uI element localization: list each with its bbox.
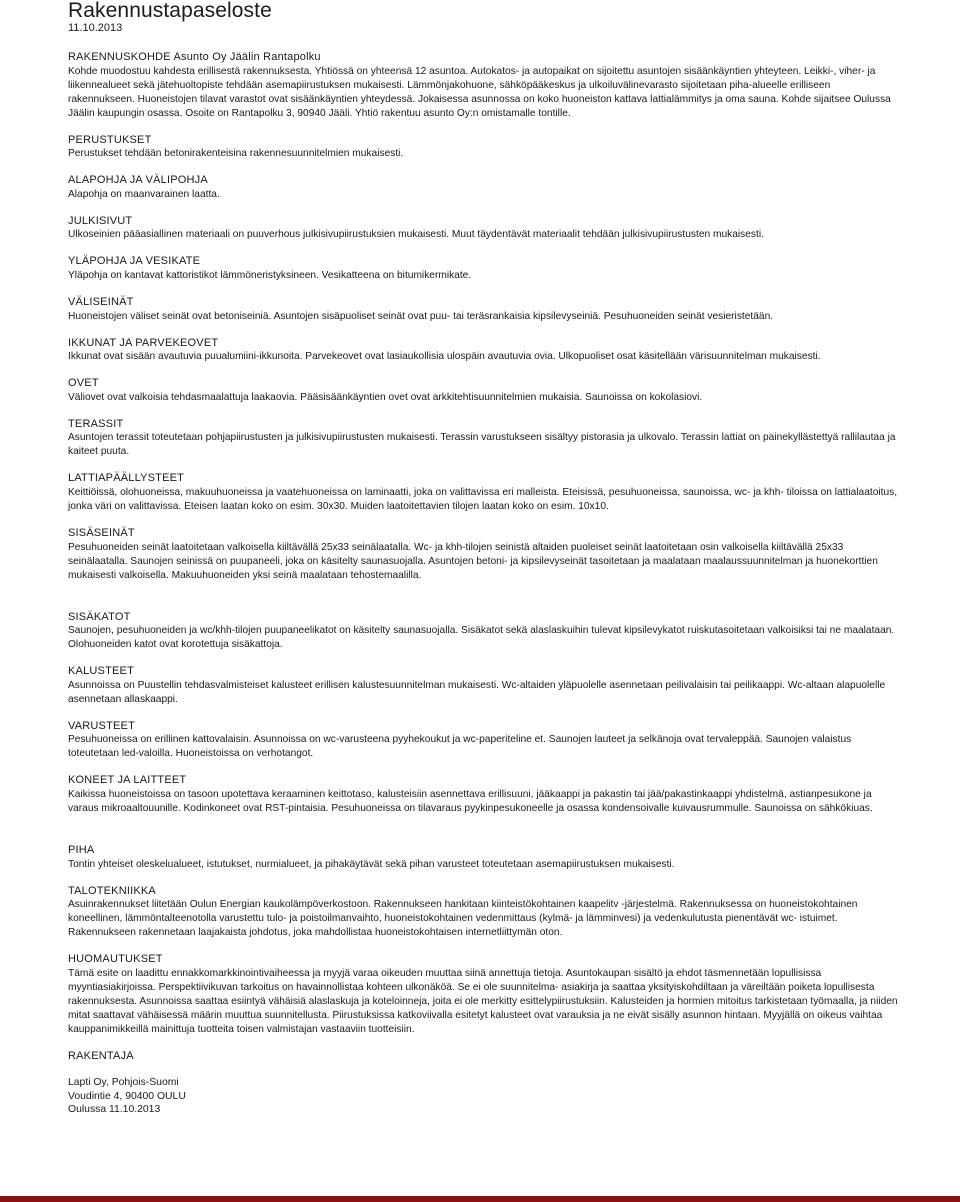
section-heading: SISÄKATOT bbox=[68, 610, 131, 623]
document-date: 11.10.2013 bbox=[68, 22, 123, 34]
section-heading: TERASSIT bbox=[68, 417, 124, 430]
section-heading: HUOMAUTUKSET bbox=[68, 953, 163, 966]
section-heading: IKKUNAT JA PARVEKEOVET bbox=[68, 336, 219, 349]
section-heading: VÄLISEINÄT bbox=[68, 295, 134, 308]
section-text: Alapohja on maanvarainen laatta. bbox=[68, 188, 220, 200]
section-text: Pesuhuoneissa on erillinen kattovalaisin. Asunnoissa on wc-varusteena pyyhekoukut ja wc-paperiteline et. Saunojen lauteet ja selkänoja ovat tervaleppää. Saunojen valaistus toteutetaan led-valoilla. Huoneistoissa on verhotangot. bbox=[68, 734, 852, 760]
section-heading: VARUSTEET bbox=[68, 719, 135, 732]
section-piha bbox=[68, 844, 898, 872]
spacer bbox=[68, 829, 898, 844]
section-valiseinat bbox=[68, 296, 898, 324]
builder-place-date: Oulussa 11.10.2013 bbox=[68, 1104, 161, 1116]
section-varusteet bbox=[68, 720, 898, 762]
section-terassit bbox=[68, 418, 898, 460]
spacer bbox=[68, 596, 898, 611]
section-text: Asuntojen terassit toteutetaan pohjapiirustusten ja julkisivupiirustusten mukaisesti. Terassin varustukseen sisältyy pistorasia ja ulkovalo. Terassin lattiat on painekyllästettyä rallilautaa ja kaiteet puuta. bbox=[68, 432, 896, 458]
document-title: Rakennustapaseloste bbox=[68, 0, 272, 22]
footer-color-bar bbox=[0, 1196, 960, 1202]
section-heading: JULKISIVUT bbox=[68, 214, 133, 227]
section-heading: PERUSTUKSET bbox=[68, 133, 152, 146]
section-ikkunat bbox=[68, 337, 898, 365]
section-text: Väliovet ovat valkoisia tehdasmaalattuja laakaovia. Pääsisäänkäyntien ovet ovat arkkitehtisuunnitelmien mukaisia. Saunoissa on kokolasiovi. bbox=[68, 391, 703, 403]
section-heading: LATTIAPÄÄLLYSTEET bbox=[68, 472, 185, 485]
spacer bbox=[68, 1063, 898, 1076]
section-heading: KONEET JA LAITTEET bbox=[68, 774, 187, 787]
section-sisakatot bbox=[68, 611, 898, 653]
section-text: Kaikissa huoneistoissa on tasoon upotettava keraaminen keittotaso, kalusteisiin asennettava erillisuuni, jääkaappi ja pakastin tai jää/pakastinkaappi yhdistelmä, astianpesukone ja varaus mikroaaltouunille. Kodinkoneet ovat RST-pintaisia. Pesuhuoneissa on tilavaraus pyykinpesukoneelle ja osassa kondensoivalle kuivausrummulle. Saunoissa on sähkökiuas. bbox=[68, 788, 873, 814]
section-julkisivut bbox=[68, 215, 898, 243]
section-heading: OVET bbox=[68, 377, 99, 390]
section-heading: RAKENNUSKOHDE Asunto Oy Jäälin Rantapolku bbox=[68, 51, 321, 63]
section-text: Ikkunat ovat sisään avautuvia puualumiini-ikkunoita. Parvekeovet ovat lasiaukollisia ulospäin avautuvia ovia. Ulkopuoliset osat käsitellään värisuunnitelman mukaisesti. bbox=[68, 351, 821, 363]
section-alapohja bbox=[68, 174, 898, 202]
section-text: Tontin yhteiset oleskelualueet, istutukset, nurmialueet, ja pihakäytävät sekä pihan varusteet toteutetaan asemapiirustuksen mukaisesti. bbox=[68, 858, 675, 870]
section-text: Huoneistojen väliset seinät ovat betoniseiniä. Asuntojen sisäpuoliset seinät ovat puu- tai teräsrankaisia kipsilevyseiniä. Pesuhuoneiden seinät vesieristetään. bbox=[68, 310, 774, 322]
section-heading: SISÄSEINÄT bbox=[68, 526, 135, 539]
section-perustukset bbox=[68, 134, 898, 162]
section-talotekniikka bbox=[68, 885, 898, 941]
section-heading: PIHA bbox=[68, 843, 95, 856]
section-text: Asunnoissa on Puustellin tehdasvalmisteiset kalusteet erillisen kalustesuunnitelman mukaisesti. Wc-altaiden yläpuolelle asennetaan peilivalaisin tai peilikaappi. Wc-altaan alapuolelle asennetaan allaskaappi. bbox=[68, 679, 886, 705]
section-sisaseinat bbox=[68, 527, 898, 583]
section-huomautukset bbox=[68, 953, 898, 1037]
section-text: Perustukset tehdään betonirakenteisina rakennesuunnitelmien mukaisesti. bbox=[68, 148, 404, 160]
section-kalusteet bbox=[68, 665, 898, 707]
section-rakentaja bbox=[68, 1050, 898, 1117]
section-koneet bbox=[68, 774, 898, 816]
section-heading: ALAPOHJA JA VÄLIPOHJA bbox=[68, 174, 208, 187]
section-ovet bbox=[68, 377, 898, 405]
section-rakennuskohde bbox=[68, 51, 898, 121]
section-heading: KALUSTEET bbox=[68, 665, 134, 678]
section-lattiapaallysteet bbox=[68, 472, 898, 514]
section-heading: TALOTEKNIIKKA bbox=[68, 884, 156, 897]
section-text: Keittiöissä, olohuoneissa, makuuhuoneissa ja vaatehuoneissa on laminaatti, joka on valittavissa eri malleista. Eteisissä, pesuhuoneissa, saunoissa, wc- ja khh- tiloissa on lattialaatoitus, jonka väri on valittavissa. Eteisen laatan koko on esim. 30x30. Muiden laatoitettavien tilojen laatan koko on esim. 10x10. bbox=[68, 486, 898, 512]
builder-address: Voudintie 4, 90400 OULU bbox=[68, 1090, 186, 1102]
section-ylapohja bbox=[68, 255, 898, 283]
builder-company: Lapti Oy, Pohjois-Suomi bbox=[68, 1077, 179, 1089]
section-text: Pesuhuoneiden seinät laatoitetaan valkoisella kiiltävällä 25x33 seinälaatalla. Wc- ja khh-tilojen seinistä altaiden puoleiset seinät laatoitetaan osin valkoisella kiiltävällä 25x33 seinälaatalla. Saunojen seinissä on puupaneeli, joka on käsitelty saunasuojalla. Asuntojen betoni- ja kipsilevyseinät tasoitetaan ja maalataan maalaussuunnitelman ja huonekorttien mukaisesti valkoisella. Makuuhuoneiden yksi seinä maalataan tehostemaalilla. bbox=[68, 541, 878, 581]
document-page bbox=[68, 0, 898, 1130]
section-text: Yläpohja on kantavat kattoristikot lämmöneristyksineen. Vesikatteena on bitumikermikate. bbox=[68, 269, 472, 281]
section-heading: RAKENTAJA bbox=[68, 1049, 134, 1062]
section-text: Ulkoseinien pääasiallinen materiaali on puuverhous julkisivupiirustuksien mukaisesti. Muut täydentävät materiaalit tehdään julkisivupiirustusten mukaisesti. bbox=[68, 229, 764, 241]
section-text: Tämä esite on laadittu ennakkomarkkinointivaiheessa ja myyjä varaa oikeuden muuttaa siinä annettuja tietoja. Asuntokaupan sisältö ja ehdot täsmennetään lopullisissa myyntiasiakirjoissa. Perspektiivikuvan tarkoitus on havainnollistaa kohteen ulkonäköä. Se ei ole suunnitelma- asiakirja ja saattaa yksityiskohdiltaan ja väreiltään poiketa lopullisesta rakennuksesta. Asunnoissa saattaa esiintyä vähäisiä alaslaskuja ja koteloinneja, joita ei ole merkitty esittelypiirustuksiin. Kalusteiden ja hormien mitoitus tarkistetaan työmaalla, ja niiden mitat saattavat vähäisessä määrin muuttua suunnitellusta. Piirustuksissa katkoviivalla esitetyt kalusteet ovat varauksia ja ne eivät sisälly asunnon hintaan. Myyjällä on oikeus vaihtaa kauppanimikkeillä mainittuja tuotteita toisen valmistajan vastaaviin tuotteisiin. bbox=[68, 967, 898, 1035]
section-text: Saunojen, pesuhuoneiden ja wc/khh-tilojen puupaneelikatot on käsitelty saunasuojalla. Sisäkatot sekä alaslaskuihin tulevat kipsilevykatot ruiskutasoitetaan valkoisiksi tai ne maalataan. Olohuoneiden katot ovat korotettuja sisäkattoja. bbox=[68, 625, 895, 651]
section-heading: YLÄPOHJA JA VESIKATE bbox=[68, 255, 201, 268]
section-text: Kohde muodostuu kahdesta erillisestä rakennuksesta. Yhtiössä on yhteensä 12 asuntoa. Autokatos- ja autopaikat on sijoitettu asuntojen sisäänkäyntien yhteyteen. Leikki-, viher- ja liikennealueet sekä jätehuoltopiste tehdään asemapiirustuksen mukaisesti. Lämmönjakohuone, sähköpääkeskus ja ulkoiluvälinevarasto sijoitetaan piha-alueelle erilliseen rakennukseen. Huoneistojen tilavat varastot ovat sisäänkäyntien yhteydessä. Jokaisessa asunnossa on koko huoneiston kattava lattialämmitys ja oma sauna. Kohde sijaitsee Oulussa Jäälin kaupungin osassa. Osoite on Rantapolku 3, 90940 Jääli. Yhtiö rakentuu asunto Oy:n omistamalle tontille. bbox=[68, 65, 891, 119]
section-text: Asuinrakennukset liitetään Oulun Energian kaukolämpöverkostoon. Rakennukseen hankitaan kiinteistökohtainen kaapelitv -järjestelmä. Rakennuksessa on huoneistokohtainen koneellinen, lämmöntalteenotolla varustettu tulo- ja poistoilmanvaihto, huoneistokohtainen vedenmittaus (kylmä- ja lämminvesi) ja vedenkulutusta pienentävät wc- istuimet. Rakennukseen rakennetaan laajakaista johdotus, joka mahdollistaa huoneistokohtaisen internetliittymän oton. bbox=[68, 899, 858, 939]
